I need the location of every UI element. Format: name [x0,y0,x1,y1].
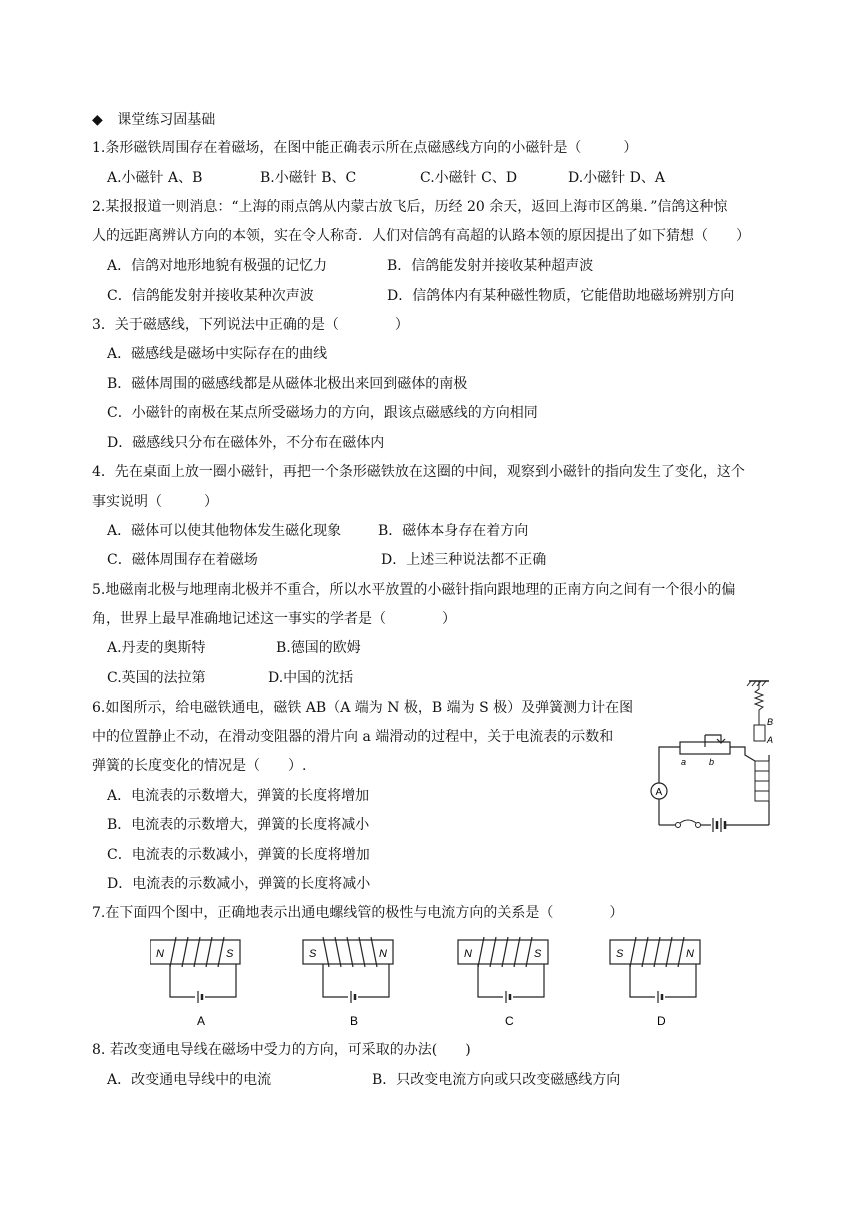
sol-b-right-pole: N [379,948,387,960]
solenoid-figure-d [610,937,700,1028]
q6-option-a: A．电流表的示数增大，弹簧的长度将增加 [107,788,370,804]
q4-stem-line1: 4．先在桌面上放一圈小磁针，再把一个条形磁铁放在这圈的中间，观察到小磁针的指向发生了变化，这个 [92,464,745,480]
rheostat-end-a: a [681,757,687,767]
q3-option-c: C．小磁针的南极在某点所受磁场力的方向，跟该点磁感线的方向相同 [107,405,538,421]
q4-stem-line2: 事实说明（ ） [92,494,218,510]
q8-stem: 8. 若改变通电导线在磁场中受力的方向，可采取的办法( ) [92,1042,471,1058]
q2-option-d: D．信鸽体内有某种磁性物质，它能借助地磁场辨别方向 [387,288,735,304]
solenoid-figure-b [303,937,393,1028]
q4-option-b: B．磁体本身存在着方向 [378,523,529,539]
rheostat-end-b: b [709,757,715,767]
sol-a-left-pole: N [156,948,164,960]
section-header [92,110,215,130]
q2-stem-line1: 2.某报报道一则消息：“上海的雨点鸽从内蒙古放飞后，历经 20 余天，返回上海市区鸽巢．”信鸽这种惊 [92,199,728,215]
q5-option-c: C.英国的法拉第 [107,670,206,686]
q5-option-d: D.中国的沈括 [268,670,354,686]
q6-stem-line3: 弹簧的长度变化的情况是（ ）. [92,758,307,774]
ammeter-label: A [655,787,663,798]
battery [713,818,725,832]
q7-solenoid-diagrams [150,935,720,1030]
q3-option-d: D．磁感线只分布在磁体外，不分布在磁体内 [107,435,385,451]
sol-c-right-pole: S [534,948,542,960]
sol-a-right-pole: S [226,948,234,960]
label-a-end: A [767,735,774,745]
q6-stem-line1: 6.如图所示，给电磁铁通电，磁铁 AB（A 端为 N 极，B 端为 S 极）及弹簧测力计在图 [92,700,634,716]
q2-stem-line2: 人的远距离辨认方向的本领，实在令人称奇．人们对信鸽有高超的认路本领的原因提出了如下猜想（ ） [92,228,750,244]
switch [676,820,701,828]
diamond-bullet-icon: ◆ [92,112,103,128]
sol-b-caption: B [350,1014,359,1028]
q1-option-b: B.小磁针 B、C [260,170,357,186]
solenoid-figure-c [458,937,548,1028]
sol-d-right-pole: N [686,948,694,960]
sol-c-caption: C [505,1014,514,1028]
q5-option-a: A.丹麦的奥斯特 [107,640,206,656]
q5-option-b: B.德国的欧姆 [276,640,361,656]
q2-option-a: A．信鸽对地形地貌有极强的记忆力 [107,258,328,274]
q6-option-d: D．电流表的示数减小，弹簧的长度将减小 [107,876,371,892]
q6-circuit-diagram [645,675,790,835]
q3-option-b: B．磁体周围的磁感线都是从磁体北极出来回到磁体的南极 [107,376,468,392]
q1-option-a: A.小磁针 A、B [107,170,203,186]
q6-option-c: C．电流表的示数减小，弹簧的长度将增加 [107,847,370,863]
sol-a-caption: A [197,1014,206,1028]
q4-option-a: A．磁体可以使其他物体发生磁化现象 [107,523,342,539]
q7-figures [150,935,720,1034]
q2-option-b: B．信鸽能发射并接收某种超声波 [387,258,594,274]
q2-option-c: C．信鸽能发射并接收某种次声波 [107,288,314,304]
q4-option-d: D．上述三种说法都不正确 [381,552,547,568]
q1-option-c: C.小磁针 C、D [420,170,518,186]
q6-stem-line2: 中的位置静止不动，在滑动变阻器的滑片向 a 端滑动的过程中，关于电流表的示数和 [92,729,614,745]
spring [755,681,763,725]
electromagnet-coil [755,761,769,801]
q1-option-d: D.小磁针 D、A [568,170,665,186]
solenoid-figure-a [150,937,240,1028]
q8-option-b: B．只改变电流方向或只改变磁感线方向 [372,1072,621,1088]
sol-d-left-pole: S [616,948,624,960]
q3-stem: 3．关于磁感线，下列说法中正确的是（ ） [92,317,409,333]
sol-c-left-pole: N [464,948,472,960]
label-b-end: B [767,717,774,727]
q1-stem: 1.条形磁铁周围存在着磁场，在图中能正确表示所在点磁感线方向的小磁针是（ ） [92,140,638,156]
section-title: 课堂练习固基础 [117,112,216,128]
magnet-ab [754,725,765,741]
q8-option-a: A．改变通电导线中的电流 [107,1072,272,1088]
q6-option-b: B．电流表的示数增大，弹簧的长度将减小 [107,817,370,833]
sol-b-left-pole: S [309,948,317,960]
q5-stem-line1: 5.地磁南北极与地理南北极并不重合，所以水平放置的小磁针指向跟地理的正南方向之间有一个很小的偏 [92,582,736,598]
q5-stem-line2: 角，世界上最早准确地记述这一事实的学者是（ ） [92,611,456,627]
q7-stem: 7.在下面四个图中，正确地表示出通电螺线管的极性与电流方向的关系是（ ） [92,905,624,921]
q3-option-a: A．磁感线是磁场中实际存在的曲线 [107,346,328,362]
q4-option-c: C．磁体周围存在着磁场 [107,552,258,568]
sol-d-caption: D [657,1014,666,1028]
